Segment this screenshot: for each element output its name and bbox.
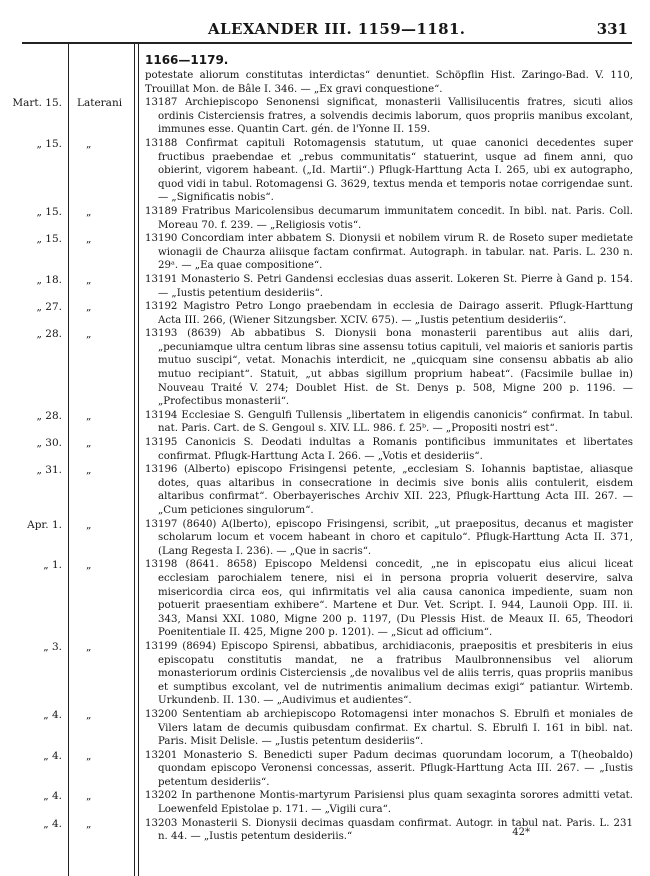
margin-date: Apr. 1. [27, 518, 62, 531]
entry-paragraph: 13199 (8694) Episcopo Spirensi, abbatibus, archidiaconis, praepositis et presbiteris in eius episcopatu constitutis mandat, ne a fratribus Maulbronnensibus vel aliorum monasteriorum ordinis Cisterciensis „de novalibus vel de aliis terris, quas propriis manibus et sumptibus excolant, vel de nutrimentis animalium decimas exigi“ patiantur. Wirtemb. Urkundenb. II. 130. — „Audivimus et audientes“. [145, 640, 633, 707]
margin-date: Mart. 15. [12, 97, 62, 110]
column-divider-date [68, 42, 69, 876]
margin-place: „ [86, 233, 92, 246]
entry-paragraph: 13194 Ecclesiae S. Gengulfi Tullensis „libertatem in eligendis canonicis“ confirmat. In tabul. nat. Paris. Cart. de S. Gengoul s. XIV. LL. 986. f. 25ᵇ. — „Propositi nostri est“. [145, 409, 633, 435]
header-rule [22, 42, 632, 44]
margin-date: „ 31. [36, 464, 62, 477]
margin-place: „ [86, 749, 92, 762]
page-header [0, 15, 650, 39]
main-text [145, 52, 633, 844]
margin-date: „ 4. [43, 817, 62, 830]
margin-place: „ [86, 640, 92, 653]
margin-date: „ 1. [43, 559, 62, 572]
entry-paragraph: 13195 Canonicis S. Deodati indultas a Romanis pontificibus immunitates et libertates confirmat. Pflugk-Harttung Acta I. 266. — „Votis et desideriis“. [145, 437, 633, 462]
margin-date: „ 15. [36, 233, 62, 246]
entry-paragraph: 13203 Monasterii S. Dionysii decimas quasdam confirmat. Autogr. in tabul nat. Paris. L. 231 n. 44. — „Iustis petentum desideriis.“ [145, 817, 633, 843]
margin-place: „ [86, 409, 92, 422]
lead-paragraph: potestate aliorum constitutas interdictas“ denuntiet. Schöpflin Hist. Zaringo-Bad. V. 110, Trouillat Mon. de Bâle I. 346. — „Ex gravi conquestione“. [145, 70, 633, 95]
entry-paragraph: 13190 Concordiam inter abbatem S. Dionysii et nobilem virum R. de Roseto super medietate wionagii de Chaurza aliisque factam confirmat. Autograph. in tabular. nat. Paris. L. 230 n. 29ᵃ. — „Ea quae compositione“. [145, 233, 633, 272]
entry-paragraph: 13201 Monasterio S. Benedicti super Padum decimas quorundam locorum, a T(heobaldo) quondam episcopo Veronensi concessas, asserit. Pflugk-Harttung Acta III. 267. — „Iustis petentum desideriis“. [145, 749, 633, 788]
margin-date: „ 15. [36, 137, 62, 150]
entry-paragraph: 13191 Monasterio S. Petri Gandensi ecclesias duas asserit. Lokeren St. Pierre à Gand p. 154. — „Iustis petentium desideriis“. [145, 273, 633, 299]
entry-paragraph: 13193 (8639) Ab abbatibus S. Dionysii bona monasterii parentibus aut aliis dari, „pecuniamque ultra centum libras sine assensu totius capituli, vel maioris et sanioris partis mutuo suscipi“, vetat. Monachis interdicit, ne „quicquam sine consensu abbatis ab alio mutuo recipiant“. Statuit, „ut abbas sigillum proprium habeat“. (Facsimile bullae in) Nouveau Traité V. 274; Doublet Hist. de St. Denys p. 508, Migne 200 p. 1196. — „Profectibus monasterii“. [145, 328, 633, 408]
column-divider-place [134, 42, 135, 876]
year-range: 1166—1179. [145, 53, 229, 67]
entries-list [145, 96, 633, 844]
margin-place: „ [86, 559, 92, 572]
entry-paragraph: 13200 Sententiam ab archiepiscopo Rotomagensi inter monachos S. Ebrulfi et moniales de Vilers latam de decumis quibusdam confirmat. Ex chartul. S. Ebrulfi I. 161 in bibl. nat. Paris. Misit Delisle. — „Iustis petentum desideriis“. [145, 708, 633, 748]
margin-date: „ 4. [43, 749, 62, 762]
entry-paragraph: 13188 Confirmat capituli Rotomagensis statutum, ut quae canonici decedentes super fructibus praebendae et „rebus communitatis“ statuerint, usque ad finem anni, quo obierint, vigorem habeant. („Id. Martii“.) Pflugk-Harttung Acta I. 265, ubi ex autographo, quod vidi in tabul. Rotomagensi G. 3629, textus menda et temporis notae corrigendae sunt. — „Significatis nobis“. [145, 137, 633, 204]
margin-place: „ [86, 464, 92, 477]
margin-place: „ [86, 437, 92, 450]
margin-place: „ [86, 273, 92, 286]
page-number: 331 [596, 20, 628, 38]
margin-place: „ [86, 301, 92, 314]
margin-place: „ [86, 817, 92, 830]
margin-place: „ [86, 518, 92, 531]
entry-paragraph: 13196 (Alberto) episcopo Frisingensi petente, „ecclesiam S. Iohannis baptistae, aliasque dotes, quas altaribus in consecratione in decimis sive bonis aliis contulerit, eisdem altaribus confirmat“. Oberbayerisches Archiv XII. 223, Pflugk-Harttung Acta III. 267. — „Cum peticiones singulorum“. [145, 464, 633, 516]
margin-place: „ [86, 137, 92, 150]
entry-paragraph: 13187 Archiepiscopo Senonensi significat, monasterii Vallisilucentis fratres, sicuti alios ordinis Cisterciensis fratres, a solvendis decimis laborum, quos propriis manibus excolant, immunes esse. Quantin Cart. gén. de l'Yonne II. 159. [145, 97, 633, 136]
margin-place: „ [86, 328, 92, 341]
margin-place: Laterani [77, 97, 123, 110]
margin-place: „ [86, 205, 92, 218]
column-divider-place-double [138, 42, 139, 876]
entry-paragraph: 13192 Magistro Petro Longo praebendam in ecclesia de Dairago asserit. Pflugk-Harttung Acta III. 266, (Wiener Sitzungsber. XCIV. 675). — „Iustis petentium desideriis“. [145, 301, 633, 326]
entry-paragraph: 13197 (8640) A(lberto), episcopo Frisingensi, scribit, „ut praepositus, decanus et magister scholarum locum et vocem habeant in choro et capitulo“. Pflugk-Harttung Acta II. 371, (Lang Regesta I. 236). — „Que in sacris“. [145, 518, 633, 557]
margin-date: „ 3. [43, 640, 62, 653]
margin-date: „ 28. [36, 409, 62, 422]
entry-paragraph: 13198 (8641. 8658) Episcopo Meldensi concedit, „ne in episcopatu eius alicui liceat ecclesiam parochialem tenere, nisi ei in persona propria voluerit deservire, salva misericordia circa eos, qui infirmitatis vel alia causa canonica impediente, suam non potuerit praesentiam exhibere“. Martene et Dur. Vet. Script. I. 944, Launoii Opp. III. ii. 343, Mansi XXI. 1080, Migne 200 p. 1197, (Du Plessis Hist. de Meaux II. 65, Theodori Poenitentiale II. 425, Migne 200 p. 1201). — „Sicut ad officium“. [145, 559, 633, 639]
margin-date: „ 27. [36, 301, 62, 314]
margin-date: „ 18. [36, 273, 62, 286]
margin-date: „ 4. [43, 790, 62, 803]
margin-place: „ [86, 790, 92, 803]
running-title: ALEXANDER III. 1159—1181. [208, 20, 466, 38]
margin-date: „ 15. [36, 205, 62, 218]
signature-mark: 42* [512, 827, 530, 838]
margin-date: „ 4. [43, 708, 62, 721]
entry-paragraph: 13189 Fratribus Maricolensibus decumarum immunitatem concedit. In bibl. nat. Paris. Coll. Moreau 70. f. 239. — „Religiosis votis“. [145, 205, 633, 231]
margin-place: „ [86, 708, 92, 721]
entry-paragraph: 13202 In parthenone Montis-martyrum Parisiensi plus quam sexaginta sorores admitti vetat. Loewenfeld Epistolae p. 171. — „Vigili cura“. [145, 790, 633, 816]
margin-date: „ 30. [36, 437, 62, 450]
margin-date: „ 28. [36, 328, 62, 341]
